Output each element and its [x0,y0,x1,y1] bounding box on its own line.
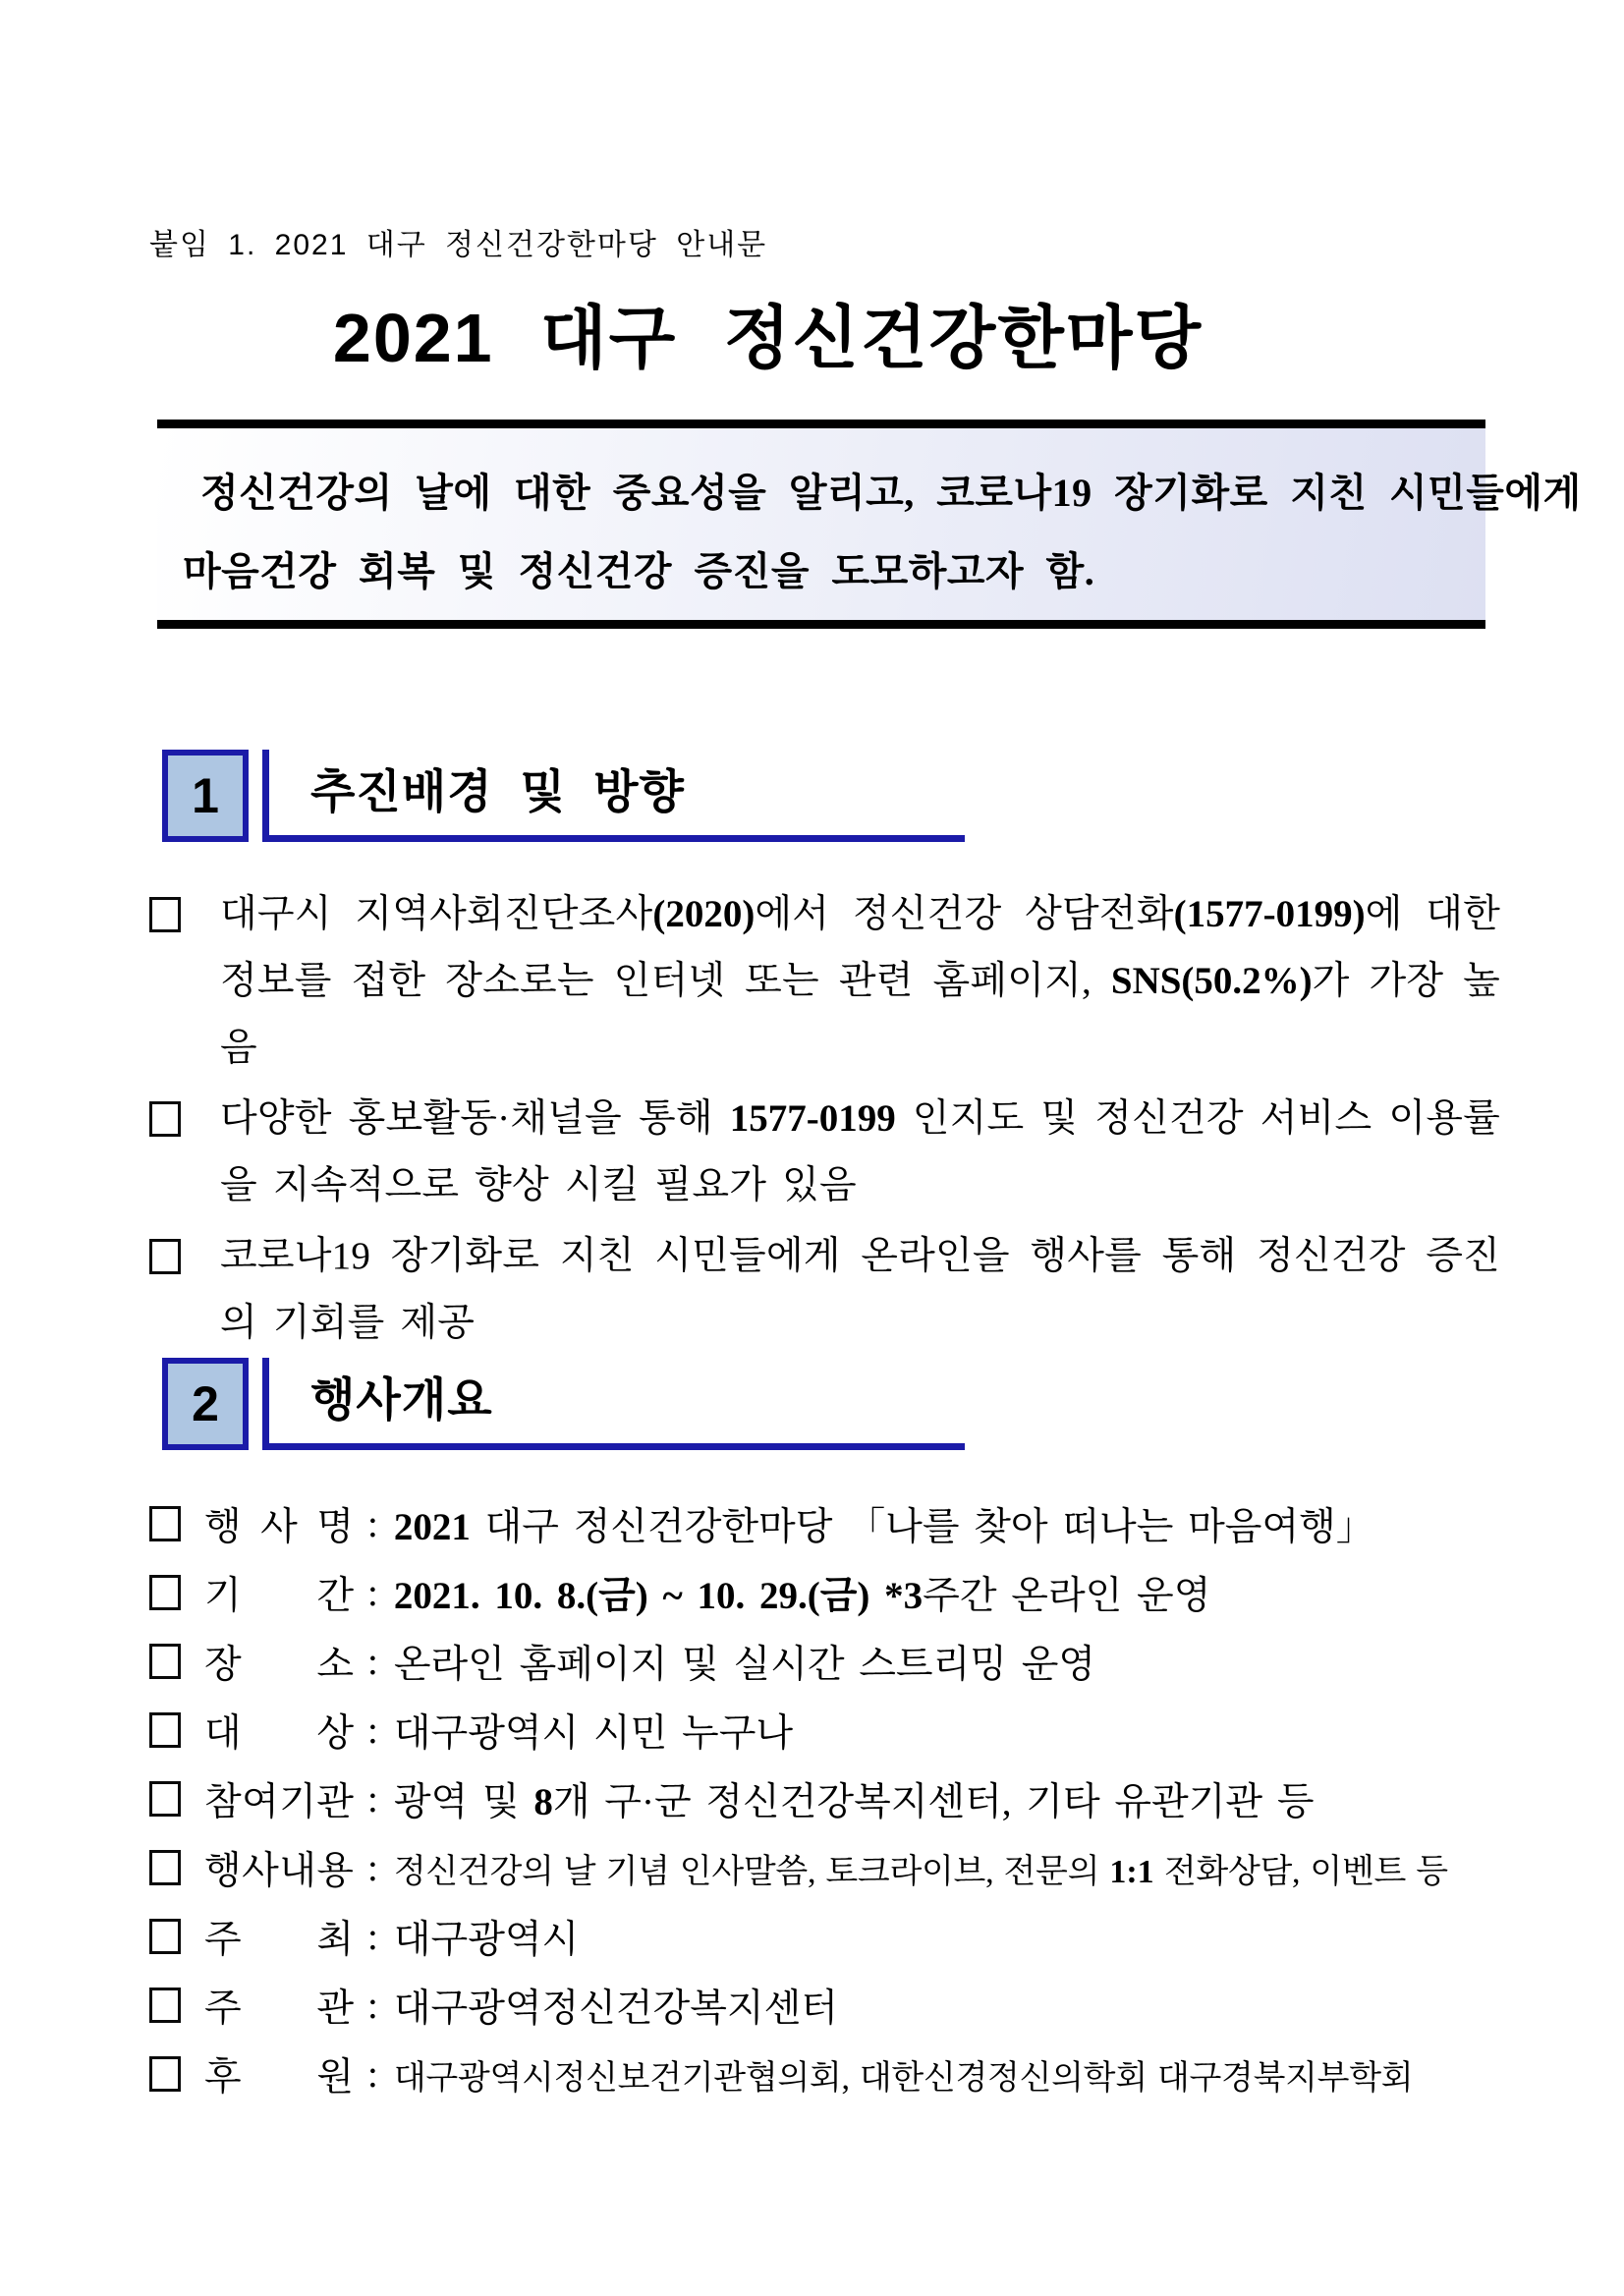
background-bullet-list [149,881,1500,1361]
item-value [394,1909,579,1964]
text-segment: 대구광역시 [393,1919,580,1961]
section-2-title: 행사개요 [310,1373,493,1426]
square-bullet-icon [149,1712,181,1748]
label-char: 후 [204,2056,242,2099]
text-segment: SNS(50.2%) [1110,960,1313,1002]
text-segment: 에 대한 정보를 접한 장소로는 인터넷 또는 관련 홈페이지, [220,893,1500,1002]
item-value [394,1844,1448,1892]
purpose-line-1: 정신건강의 날에 대한 중요성을 알리고, 코로나19 장기화로 지친 시민들에게 [200,471,1582,515]
item-label [204,1771,354,1826]
square-bullet-icon [149,1988,181,2023]
item-value [394,1771,1315,1826]
text-segment: 다양한 홍보활동·채널을 통해 [220,1097,730,1140]
label-char: 명 [316,1506,354,1548]
overview-row [149,1833,1525,1902]
label-char: 관 [316,1781,354,1823]
label-char: 참 [204,1781,242,1823]
label-separator: : [367,1571,378,1614]
label-separator: : [367,2052,378,2096]
label-char: 소 [316,1644,354,1686]
section-2-rule [262,1358,965,1450]
bullet-item [149,1223,1500,1357]
item-value [394,1634,1095,1689]
label-char: 대 [204,1712,242,1755]
label-separator: : [367,1846,378,1889]
item-value [394,2050,1413,2099]
item-label [204,1703,354,1758]
text-segment: 대구광역시 시민 누구나 [393,1712,794,1755]
overview-list [149,1489,1525,2108]
label-separator: : [367,1777,378,1820]
label-char: 사 [242,1850,279,1892]
purpose-line-2: 마음건강 회복 및 정신건강 증진을 도모하고자 함. [183,549,1095,593]
square-bullet-icon [149,1506,181,1541]
square-bullet-icon [149,1239,181,1274]
item-label [204,1840,354,1895]
text-segment: 대구광역정신건강복지센터 [393,1988,838,2030]
label-char: 행 [204,1850,242,1892]
bullet-text [220,1223,1500,1357]
square-bullet-icon [149,1101,181,1137]
square-bullet-icon [149,1575,181,1610]
attachment-note: 붙임 1. 2021 대구 정신건강한마당 안내문 [149,229,768,261]
square-bullet-icon [149,897,181,932]
label-char: 용 [316,1850,354,1892]
label-separator: : [367,1915,378,1958]
overview-row [149,1971,1525,2040]
item-value [394,1978,838,2033]
text-segment: 개 구·군 정신건강복지센터, 기타 유관기관 등 [552,1781,1315,1823]
overview-row [149,2040,1525,2108]
label-separator: : [367,1984,378,2027]
label-char: 원 [316,2056,354,2099]
text-segment: 대구 정신건강한마당 「나를 찾아 떠나는 마음여행」 [470,1506,1374,1548]
text-segment: 대구시 지역사회진단조사 [220,893,653,935]
bullet-text [220,1086,1500,1219]
bullet-item [149,881,1500,1082]
label-char: 사 [260,1506,298,1548]
label-separator: : [367,1640,378,1683]
label-char: 상 [316,1712,354,1755]
overview-row [149,1764,1525,1833]
text-segment: 온라인 홈페이지 및 실시간 스트리밍 운영 [393,1644,1096,1686]
section-1-rule [262,750,965,842]
section-2-header [162,1358,965,1450]
text-segment: 가 가장 높음 [220,960,1500,1069]
section-1-number-box: 1 [162,750,249,842]
section-2-number-box: 2 [162,1358,249,1450]
section-1-title: 추진배경 및 방향 [310,765,685,817]
item-label [204,1909,354,1964]
item-label [204,1565,354,1620]
label-char: 간 [316,1575,354,1617]
label-char: 관 [316,1988,354,2030]
document-title: 2021 대구 정신건강한마당 [332,300,1204,376]
item-label [204,1978,354,2033]
label-char: 여 [242,1781,279,1823]
bullet-text [220,881,1500,1082]
text-segment: 대구광역시정신보건기관협의회, 대한신경정신의학회 대구경북지부학회 [393,2059,1414,2097]
item-value [394,1496,1374,1551]
text-segment: 1577-0199 [729,1097,896,1140]
text-segment: 인지도 및 정신건강 서비스 이용률을 지속적으로 향상 시킬 필요가 있음 [220,1097,1500,1206]
text-segment: 정신건강의 날 기념 인사말씀, 토크라이브, 전문의 [393,1853,1110,1890]
square-bullet-icon [149,1850,181,1885]
text-segment: 8 [533,1781,553,1823]
overview-row [149,1902,1525,1971]
text-segment: (2020) [652,893,756,935]
label-char: 내 [279,1850,316,1892]
text-segment: 2021 [393,1506,471,1548]
item-value [394,1565,1211,1620]
label-char: 최 [316,1919,354,1961]
text-segment: 광역 및 [393,1781,534,1823]
label-char: 장 [204,1644,242,1686]
label-char: 행 [204,1506,242,1548]
label-separator: : [367,1502,378,1545]
text-segment: 1:1 [1109,1853,1154,1890]
section-1-header [162,750,965,842]
text-segment: 2021. 10. 8.(금) ~ 10. 29.(금) *3 [393,1575,924,1617]
overview-row [149,1627,1525,1696]
square-bullet-icon [149,1919,181,1954]
bullet-item [149,1086,1500,1219]
label-char: 주 [204,1919,242,1961]
label-separator: : [367,1708,378,1752]
square-bullet-icon [149,1644,181,1679]
overview-row [149,1558,1525,1627]
square-bullet-icon [149,1781,181,1817]
text-segment: 주간 온라인 운영 [923,1575,1211,1617]
item-label [204,1634,354,1689]
purpose-box [157,420,1582,629]
item-label [204,2046,354,2101]
label-char: 기 [279,1781,316,1823]
text-segment: 전화상담, 이벤트 등 [1153,1853,1448,1890]
overview-row [149,1696,1525,1764]
text-segment: 에서 정신건강 상담전화 [755,893,1174,935]
overview-row [149,1489,1525,1558]
square-bullet-icon [149,2056,181,2092]
item-label [204,1496,354,1551]
text-segment: 코로나19 장기화로 지친 시민들에게 온라인을 행사를 통해 정신건강 증진의 기회를 제공 [220,1235,1500,1344]
item-value [394,1703,793,1758]
label-char: 기 [204,1575,242,1617]
label-char: 주 [204,1988,242,2030]
text-segment: (1577-0199) [1173,893,1366,935]
